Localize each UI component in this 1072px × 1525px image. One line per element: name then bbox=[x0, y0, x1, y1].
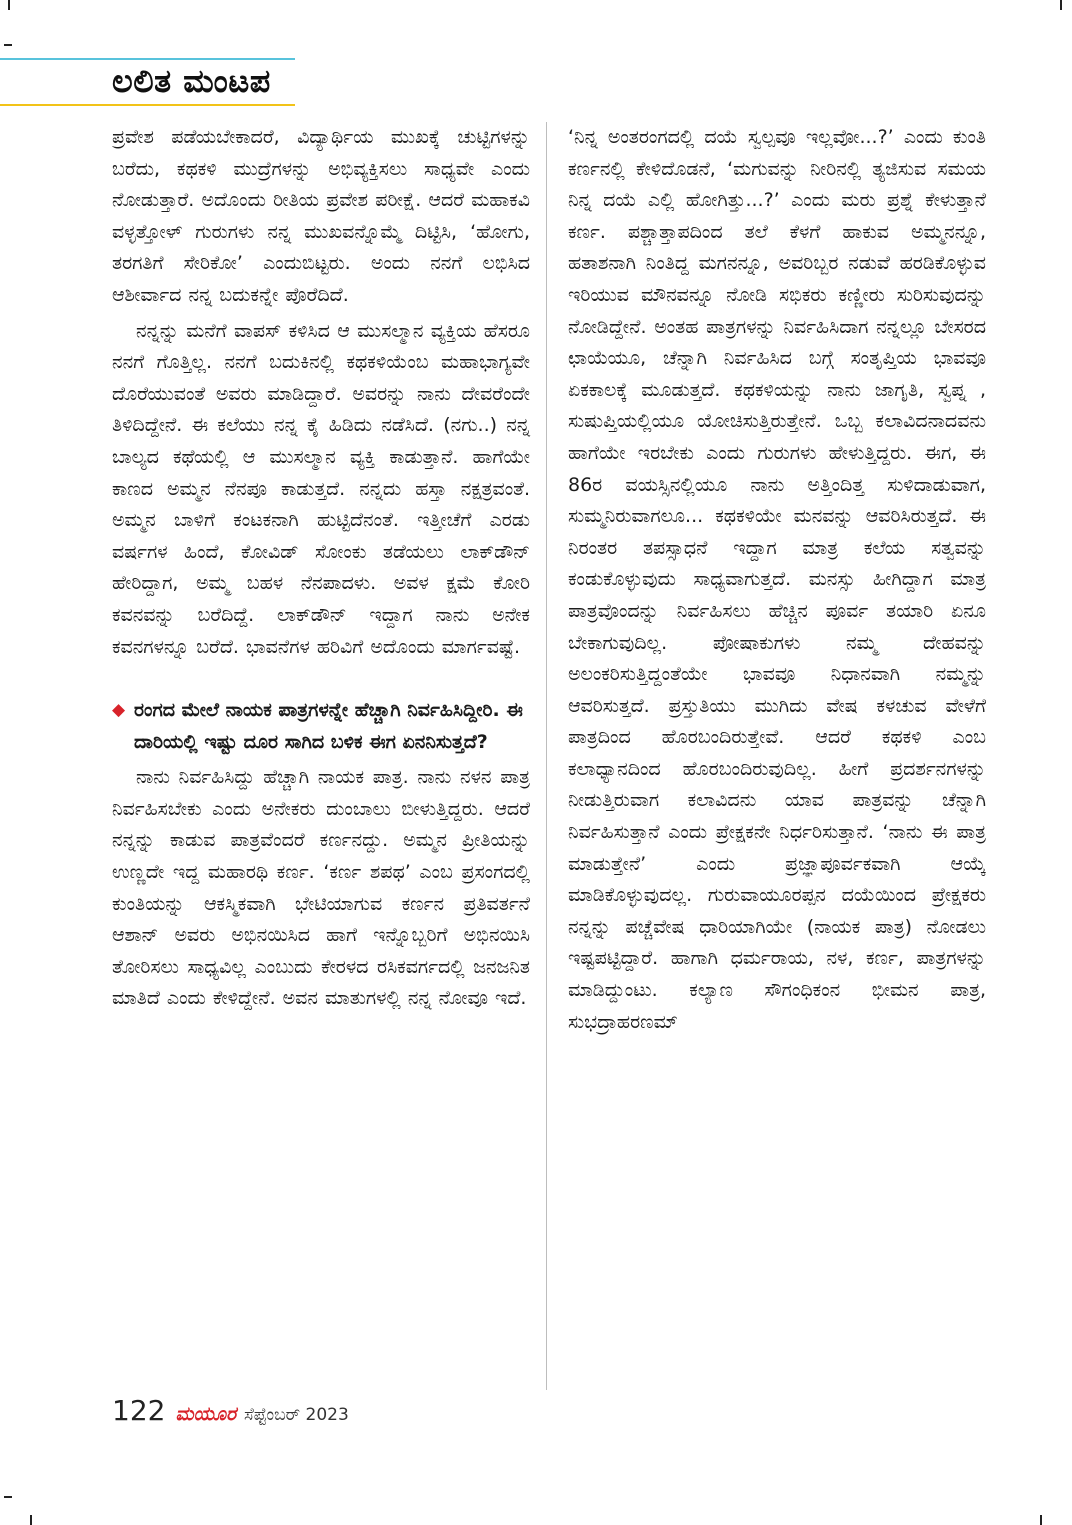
left-column bbox=[112, 122, 530, 1015]
page-footer bbox=[112, 1394, 349, 1427]
header-rule-bottom bbox=[0, 104, 295, 106]
crop-mark bbox=[30, 1515, 32, 1525]
left-paragraph-3: ನಾನು ನಿರ್ವಹಿಸಿದ್ದು ಹೆಚ್ಚಾಗಿ ನಾಯಕ ಪಾತ್ರ. ನಾನು ನಳನ ಪಾತ್ರ ನಿರ್ವಹಿಸಬೇಕು ಎಂದು ಅನೇಕರು ದುಂಬಾಲು ಬೀಳುತ್ತಿದ್ದರು. ಆದರೆ ನನ್ನನ್ನು ಕಾಡುವ ಪಾತ್ರವೆಂದರೆ ಕರ್ಣನದ್ದು. ಅಮ್ಮನ ಪ್ರೀತಿಯನ್ನು ಉಣ್ಣದೇ ಇದ್ದ ಮಹಾರಥಿ ಕರ್ಣ. ‘ಕರ್ಣ ಶಪಥ’ ಎಂಬ ಪ್ರಸಂಗದಲ್ಲಿ ಕುಂತಿಯನ್ನು ಆಕಸ್ಮಿಕವಾಗಿ ಭೇಟಿಯಾಗುವ ಕರ್ಣನ ಪ್ರತಿವರ್ತನೆ ಆಶಾನ್ ಅವರು ಅಭಿನಯಿಸಿದ ಹಾಗೆ ಇನ್ನೊಬ್ಬರಿಗೆ ಅಭಿನಯಿಸಿ ತೋರಿಸಲು ಸಾಧ್ಯವಿಲ್ಲ ಎಂಬುದು ಕೇರಳದ ರಸಿಕವರ್ಗದಲ್ಲಿ ಜನಜನಿತ ಮಾತಿದೆ ಎಂದು ಕೇಳಿದ್ದೇನೆ. ಅವನ ಮಾತುಗಳಲ್ಲಿ ನನ್ನ ನೋವೂ ಇದೆ. bbox=[112, 766, 530, 1010]
crop-mark bbox=[4, 44, 12, 46]
column-divider bbox=[546, 122, 547, 1390]
left-paragraph-1: ಪ್ರವೇಶ ಪಡೆಯಬೇಕಾದರೆ, ವಿದ್ಯಾರ್ಥಿಯ ಮುಖಕ್ಕೆ ಚುಟ್ಟಿಗಳನ್ನು ಬರೆದು, ಕಥಕಳಿ ಮುದ್ರೆಗಳನ್ನು ಅಭಿವ್ಯಕ್ತಿಸಲು ಸಾಧ್ಯವೇ ಎಂದು ನೋಡುತ್ತಾರೆ. ಅದೊಂದು ರೀತಿಯ ಪ್ರವೇಶ ಪರೀಕ್ಷೆ. ಆದರೆ ಮಹಾಕವಿ ವಳ್ಳತ್ತೋಳ್ ಗುರುಗಳು ನನ್ನ ಮುಖವನ್ನೊಮ್ಮೆ ದಿಟ್ಟಿಸಿ, ‘ಹೋಗು, ತರಗತಿಗೆ ಸೇರಿಕೋ’ ಎಂದುಬಿಟ್ಟರು. ಅಂದು ನನಗೆ ಲಭಿಸಿದ ಆಶೀರ್ವಾದ ನನ್ನ ಬದುಕನ್ನೇ ಪೊರೆದಿದೆ. bbox=[112, 126, 530, 306]
interview-question bbox=[112, 695, 530, 758]
left-paragraph-2: ನನ್ನನ್ನು ಮನೆಗೆ ವಾಪಸ್ ಕಳಿಸಿದ ಆ ಮುಸಲ್ಮಾನ ವ್ಯಕ್ತಿಯ ಹೆಸರೂ ನನಗೆ ಗೊತ್ತಿಲ್ಲ. ನನಗೆ ಬದುಕಿನಲ್ಲಿ ಕಥಕಳಿಯೆಂಬ ಮಹಾಭಾಗ್ಯವೇ ದೊರೆಯುವಂತೆ ಅವರು ಮಾಡಿದ್ದಾರೆ. ಅವರನ್ನು ನಾನು ದೇವರೆಂದೇ ತಿಳಿದಿದ್ದೇನೆ. ಈ ಕಲೆಯು ನನ್ನ ಕೈ ಹಿಡಿದು ನಡೆಸಿದೆ. (ನಗು..) ನನ್ನ ಬಾಲ್ಯದ ಕಥೆಯಲ್ಲಿ ಆ ಮುಸಲ್ಮಾನ ವ್ಯಕ್ತಿ ಕಾಡುತ್ತಾನೆ. ಹಾಗೆಯೇ ಕಾಣದ ಅಮ್ಮನ ನೆನಪೂ ಕಾಡುತ್ತದೆ. ನನ್ನದು ಹಸ್ತಾ ನಕ್ಷತ್ರವಂತೆ. ಅಮ್ಮನ ಬಾಳಿಗೆ ಕಂಟಕನಾಗಿ ಹುಟ್ಟಿದೆನಂತೆ. ಇತ್ತೀಚೆಗೆ ಎರಡು ವರ್ಷಗಳ ಹಿಂದೆ, ಕೋವಿಡ್ ಸೋಂಕು ತಡೆಯಲು ಲಾಕ್‌ಡೌನ್ ಹೇರಿದ್ದಾಗ, ಅಮ್ಮ ಬಹಳ ನೆನಪಾದಳು. ಅವಳ ಕ್ಷಮೆ ಕೋರಿ ಕವನವನ್ನು ಬರೆದಿದ್ದೆ. ಲಾಕ್‌ಡೌನ್ ಇದ್ದಾಗ ನಾನು ಅನೇಕ ಕವನಗಳನ್ನೂ ಬರೆದೆ. ಭಾವನೆಗಳ ಹರಿವಿಗೆ ಅದೊಂದು ಮಾರ್ಗವಷ್ಟೆ. bbox=[112, 319, 530, 658]
crop-mark bbox=[1040, 1515, 1042, 1525]
question-text: ರಂಗದ ಮೇಲೆ ನಾಯಕ ಪಾತ್ರಗಳನ್ನೇ ಹೆಚ್ಚಾಗಿ ನಿರ್ವಹಿಸಿದ್ದೀರಿ. ಈ ದಾರಿಯಲ್ಲಿ ಇಷ್ಟು ದೂರ ಸಾಗಿದ ಬಳಿಕ ಈಗ ಏನನಿಸುತ್ತದೆ? bbox=[134, 699, 523, 753]
diamond-bullet-icon: ◆ bbox=[112, 700, 126, 721]
crop-mark bbox=[4, 1496, 12, 1498]
right-column bbox=[568, 122, 986, 1038]
right-paragraph-1: ‘ನಿನ್ನ ಅಂತರಂಗದಲ್ಲಿ ದಯೆ ಸ್ವಲ್ಪವೂ ಇಲ್ಲವೋ...?’ ಎಂದು ಕುಂತಿ ಕರ್ಣನಲ್ಲಿ ಕೇಳಿದೊಡನೆ, ‘ಮಗುವನ್ನು ನೀರಿನಲ್ಲಿ ತ್ಯಜಿಸುವ ಸಮಯ ನಿನ್ನ ದಯೆ ಎಲ್ಲಿ ಹೋಗಿತ್ತು...?’ ಎಂದು ಮರು ಪ್ರಶ್ನೆ ಕೇಳುತ್ತಾನೆ ಕರ್ಣ. ಪಶ್ಚಾತ್ತಾಪದಿಂದ ತಲೆ ಕೆಳಗೆ ಹಾಕುವ ಅಮ್ಮನನ್ನೂ, ಹತಾಶನಾಗಿ ನಿಂತಿದ್ದ ಮಗನನ್ನೂ, ಅವರಿಬ್ಬರ ನಡುವೆ ಹರಡಿಕೊಳ್ಳುವ ಇರಿಯುವ ಮೌನವನ್ನೂ ನೋಡಿ ಸಭಿಕರು ಕಣ್ಣೀರು ಸುರಿಸುವುದನ್ನು ನೋಡಿದ್ದೇನೆ. ಅಂತಹ ಪಾತ್ರಗಳನ್ನು ನಿರ್ವಹಿಸಿದಾಗ ನನ್ನಲ್ಲೂ ಬೇಸರದ ಛಾಯೆಯೂ, ಚೆನ್ನಾಗಿ ನಿರ್ವಹಿಸಿದ ಬಗ್ಗೆ ಸಂತೃಪ್ತಿಯ ಭಾವವೂ ಏಕಕಾಲಕ್ಕೆ ಮೂಡುತ್ತದೆ. ಕಥಕಳಿಯನ್ನು ನಾನು ಜಾಗೃತಿ, ಸ್ವಪ್ನ , ಸುಷುಪ್ತಿಯಲ್ಲಿಯೂ ಯೋಚಿಸುತ್ತಿರುತ್ತೇನೆ. ಒಬ್ಬ ಕಲಾವಿದನಾದವನು ಹಾಗೆಯೇ ಇರಬೇಕು ಎಂದು ಗುರುಗಳು ಹೇಳುತ್ತಿದ್ದರು. ಈಗ, ಈ 86ರ ವಯಸ್ಸಿನಲ್ಲಿಯೂ ನಾನು ಅತ್ತಿಂದಿತ್ತ ಸುಳಿದಾಡುವಾಗ, ಸುಮ್ಮನಿರುವಾಗಲೂ... ಕಥಕಳಿಯೇ ಮನವನ್ನು ಆವರಿಸಿರುತ್ತದೆ. ಈ ನಿರಂತರ ತಪಸ್ಸಾಧನೆ ಇದ್ದಾಗ ಮಾತ್ರ ಕಲೆಯ ಸತ್ವವನ್ನು ಕಂಡುಕೊಳ್ಳುವುದು ಸಾಧ್ಯವಾಗುತ್ತದೆ. ಮನಸ್ಸು ಹೀಗಿದ್ದಾಗ ಮಾತ್ರ ಪಾತ್ರವೊಂದನ್ನು ನಿರ್ವಹಿಸಲು ಹೆಚ್ಚಿನ ಪೂರ್ವ ತಯಾರಿ ಏನೂ ಬೇಕಾಗುವುದಿಲ್ಲ. ಪೋಷಾಕುಗಳು ನಮ್ಮ ದೇಹವನ್ನು ಅಲಂಕರಿಸುತ್ತಿದ್ದಂತೆಯೇ ಭಾವವೂ ನಿಧಾನವಾಗಿ ನಮ್ಮನ್ನು ಆವರಿಸುತ್ತದೆ. ಪ್ರಸ್ತುತಿಯು ಮುಗಿದು ವೇಷ ಕಳಚುವ ವೇಳೆಗೆ ಪಾತ್ರದಿಂದ ಹೊರಬಂದಿರುತ್ತೇವೆ. ಆದರೆ ಕಥಕಳಿ ಎಂಬ ಕಲಾಧ್ಯಾನದಿಂದ ಹೊರಬಂದಿರುವುದಿಲ್ಲ. ಹೀಗೆ ಪ್ರದರ್ಶನಗಳನ್ನು ನೀಡುತ್ತಿರುವಾಗ ಕಲಾವಿದನು ಯಾವ ಪಾತ್ರವನ್ನು ಚೆನ್ನಾಗಿ ನಿರ್ವಹಿಸುತ್ತಾನೆ ಎಂದು ಪ್ರೇಕ್ಷಕನೇ ನಿರ್ಧರಿಸುತ್ತಾನೆ. ‘ನಾನು ಈ ಪಾತ್ರ ಮಾಡುತ್ತೇನೆ’ ಎಂದು ಪ್ರಜ್ಞಾಪೂರ್ವಕವಾಗಿ ಆಯ್ಕೆ ಮಾಡಿಕೊಳ್ಳುವುದಲ್ಲ. ಗುರುವಾಯೂರಪ್ಪನ ದಯೆಯಿಂದ ಪ್ರೇಕ್ಷಕರು ನನ್ನನ್ನು ಪಚ್ಚೆವೇಷ ಧಾರಿಯಾಗಿಯೇ (ನಾಯಕ ಪಾತ್ರ) ನೋಡಲು ಇಷ್ಟಪಟ್ಟಿದ್ದಾರೆ. ಹಾಗಾಗಿ ಧರ್ಮರಾಯ, ನಳ, ಕರ್ಣ, ಪಾತ್ರಗಳನ್ನು ಮಾಡಿದ್ದುಂಟು. ಕಲ್ಯಾಣ ಸೌಗಂಧಿಕಂನ ಭೀಮನ ಪಾತ್ರ, ಸುಭದ್ರಾಹರಣಮ್ bbox=[568, 126, 986, 1033]
crop-mark bbox=[1060, 0, 1062, 10]
page-number: 122 bbox=[112, 1394, 166, 1427]
issue-date: ಸೆಪ್ಟೆಂಬರ್ 2023 bbox=[244, 1405, 349, 1425]
section-title: ಲಲಿತ ಮಂಟಪ bbox=[112, 62, 271, 100]
magazine-logo: ಮಯೂರ bbox=[175, 1403, 237, 1425]
header-rule-top bbox=[0, 58, 295, 60]
crop-mark bbox=[8, 0, 10, 10]
